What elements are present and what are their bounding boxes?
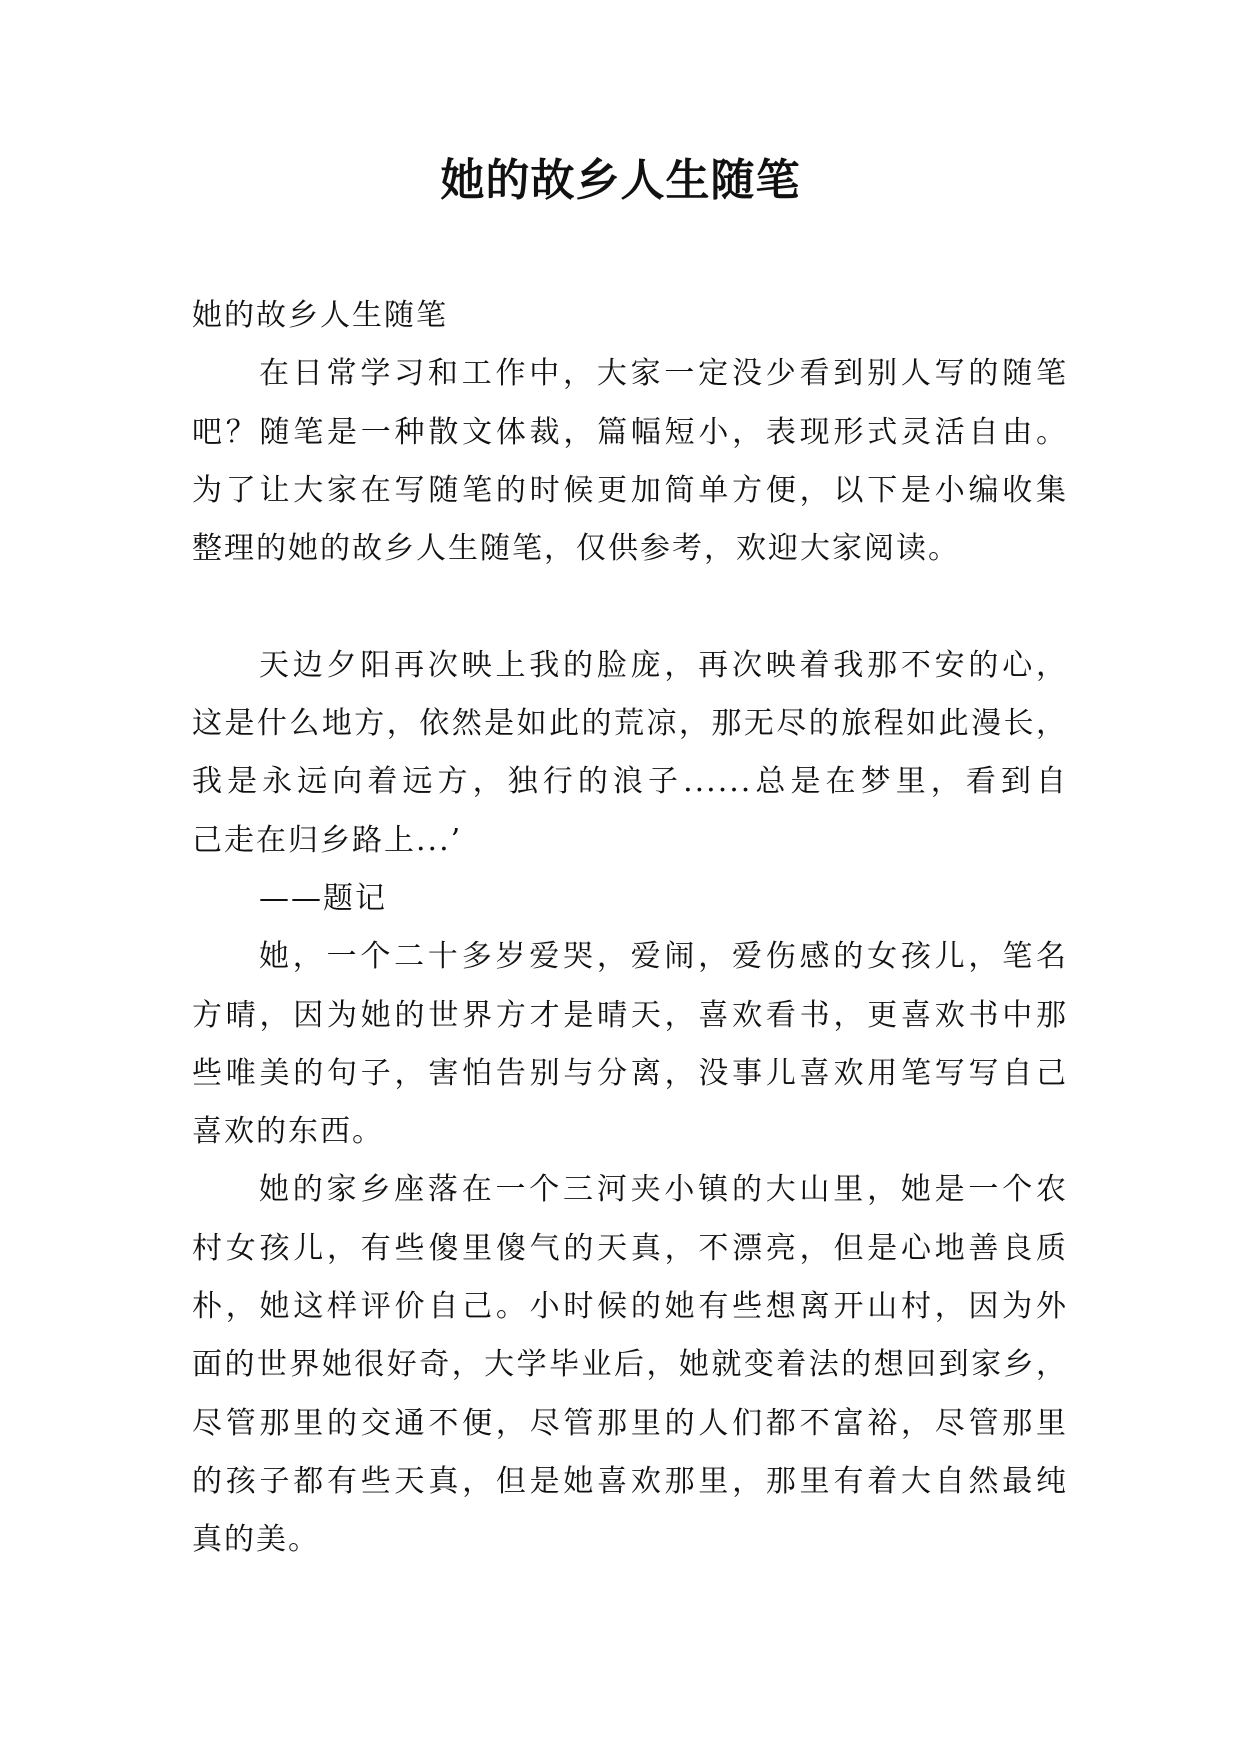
- document-body: [192, 287, 1068, 1570]
- paragraph-line: 朴，她这样评价自己。小时候的她有些想离开山村，因为外: [192, 1289, 1068, 1325]
- intro-paragraph-line: 在日常学习和工作中，大家一定没少看到别人写的随笔: [259, 356, 1068, 392]
- paragraph-line: 面的世界她很好奇，大学毕业后，她就变着法的想回到家乡，: [192, 1347, 1068, 1383]
- epigraph-line: 己走在归乡路上...’: [192, 822, 463, 858]
- paragraph-line: 的孩子都有些天真，但是她喜欢那里，那里有着大自然最纯: [192, 1463, 1068, 1499]
- paragraph-line: 真的美。: [192, 1522, 320, 1558]
- paragraph-line: 她，一个二十多岁爱哭，爱闹，爱伤感的女孩儿，笔名: [259, 939, 1068, 975]
- paragraph-line: 方晴，因为她的世界方才是晴天，喜欢看书，更喜欢书中那: [192, 997, 1068, 1033]
- paragraph-line: 她的家乡座落在一个三河夹小镇的大山里，她是一个农: [259, 1172, 1068, 1208]
- epigraph-line: 天边夕阳再次映上我的脸庞，再次映着我那不安的心，: [259, 647, 1068, 683]
- intro-paragraph-line: 整理的她的故乡人生随笔，仅供参考，欢迎大家阅读。: [192, 531, 960, 567]
- paragraph-line: 些唯美的句子，害怕告别与分离，没事儿喜欢用笔写写自己: [192, 1055, 1068, 1091]
- intro-paragraph-line: 为了让大家在写随笔的时候更加简单方便，以下是小编收集: [192, 472, 1068, 508]
- epigraph-attribution: ——题记: [259, 880, 387, 916]
- intro-paragraph-line: 吧？随笔是一种散文体裁，篇幅短小，表现形式灵活自由。: [192, 414, 1068, 450]
- epigraph-line: 我是永远向着远方，独行的浪子......总是在梦里，看到自: [192, 764, 1068, 800]
- subtitle-line: 她的故乡人生随笔: [192, 298, 448, 333]
- page-title: 她的故乡人生随笔: [440, 155, 801, 206]
- epigraph-line: 这是什么地方，依然是如此的荒凉，那无尽的旅程如此漫长，: [192, 706, 1068, 742]
- paragraph-line: 尽管那里的交通不便，尽管那里的人们都不富裕，尽管那里: [192, 1405, 1068, 1441]
- paragraph-line: 喜欢的东西。: [192, 1114, 384, 1150]
- blank-line: [192, 578, 1068, 636]
- paragraph-line: 村女孩儿，有些傻里傻气的天真，不漂亮，但是心地善良质: [192, 1230, 1068, 1266]
